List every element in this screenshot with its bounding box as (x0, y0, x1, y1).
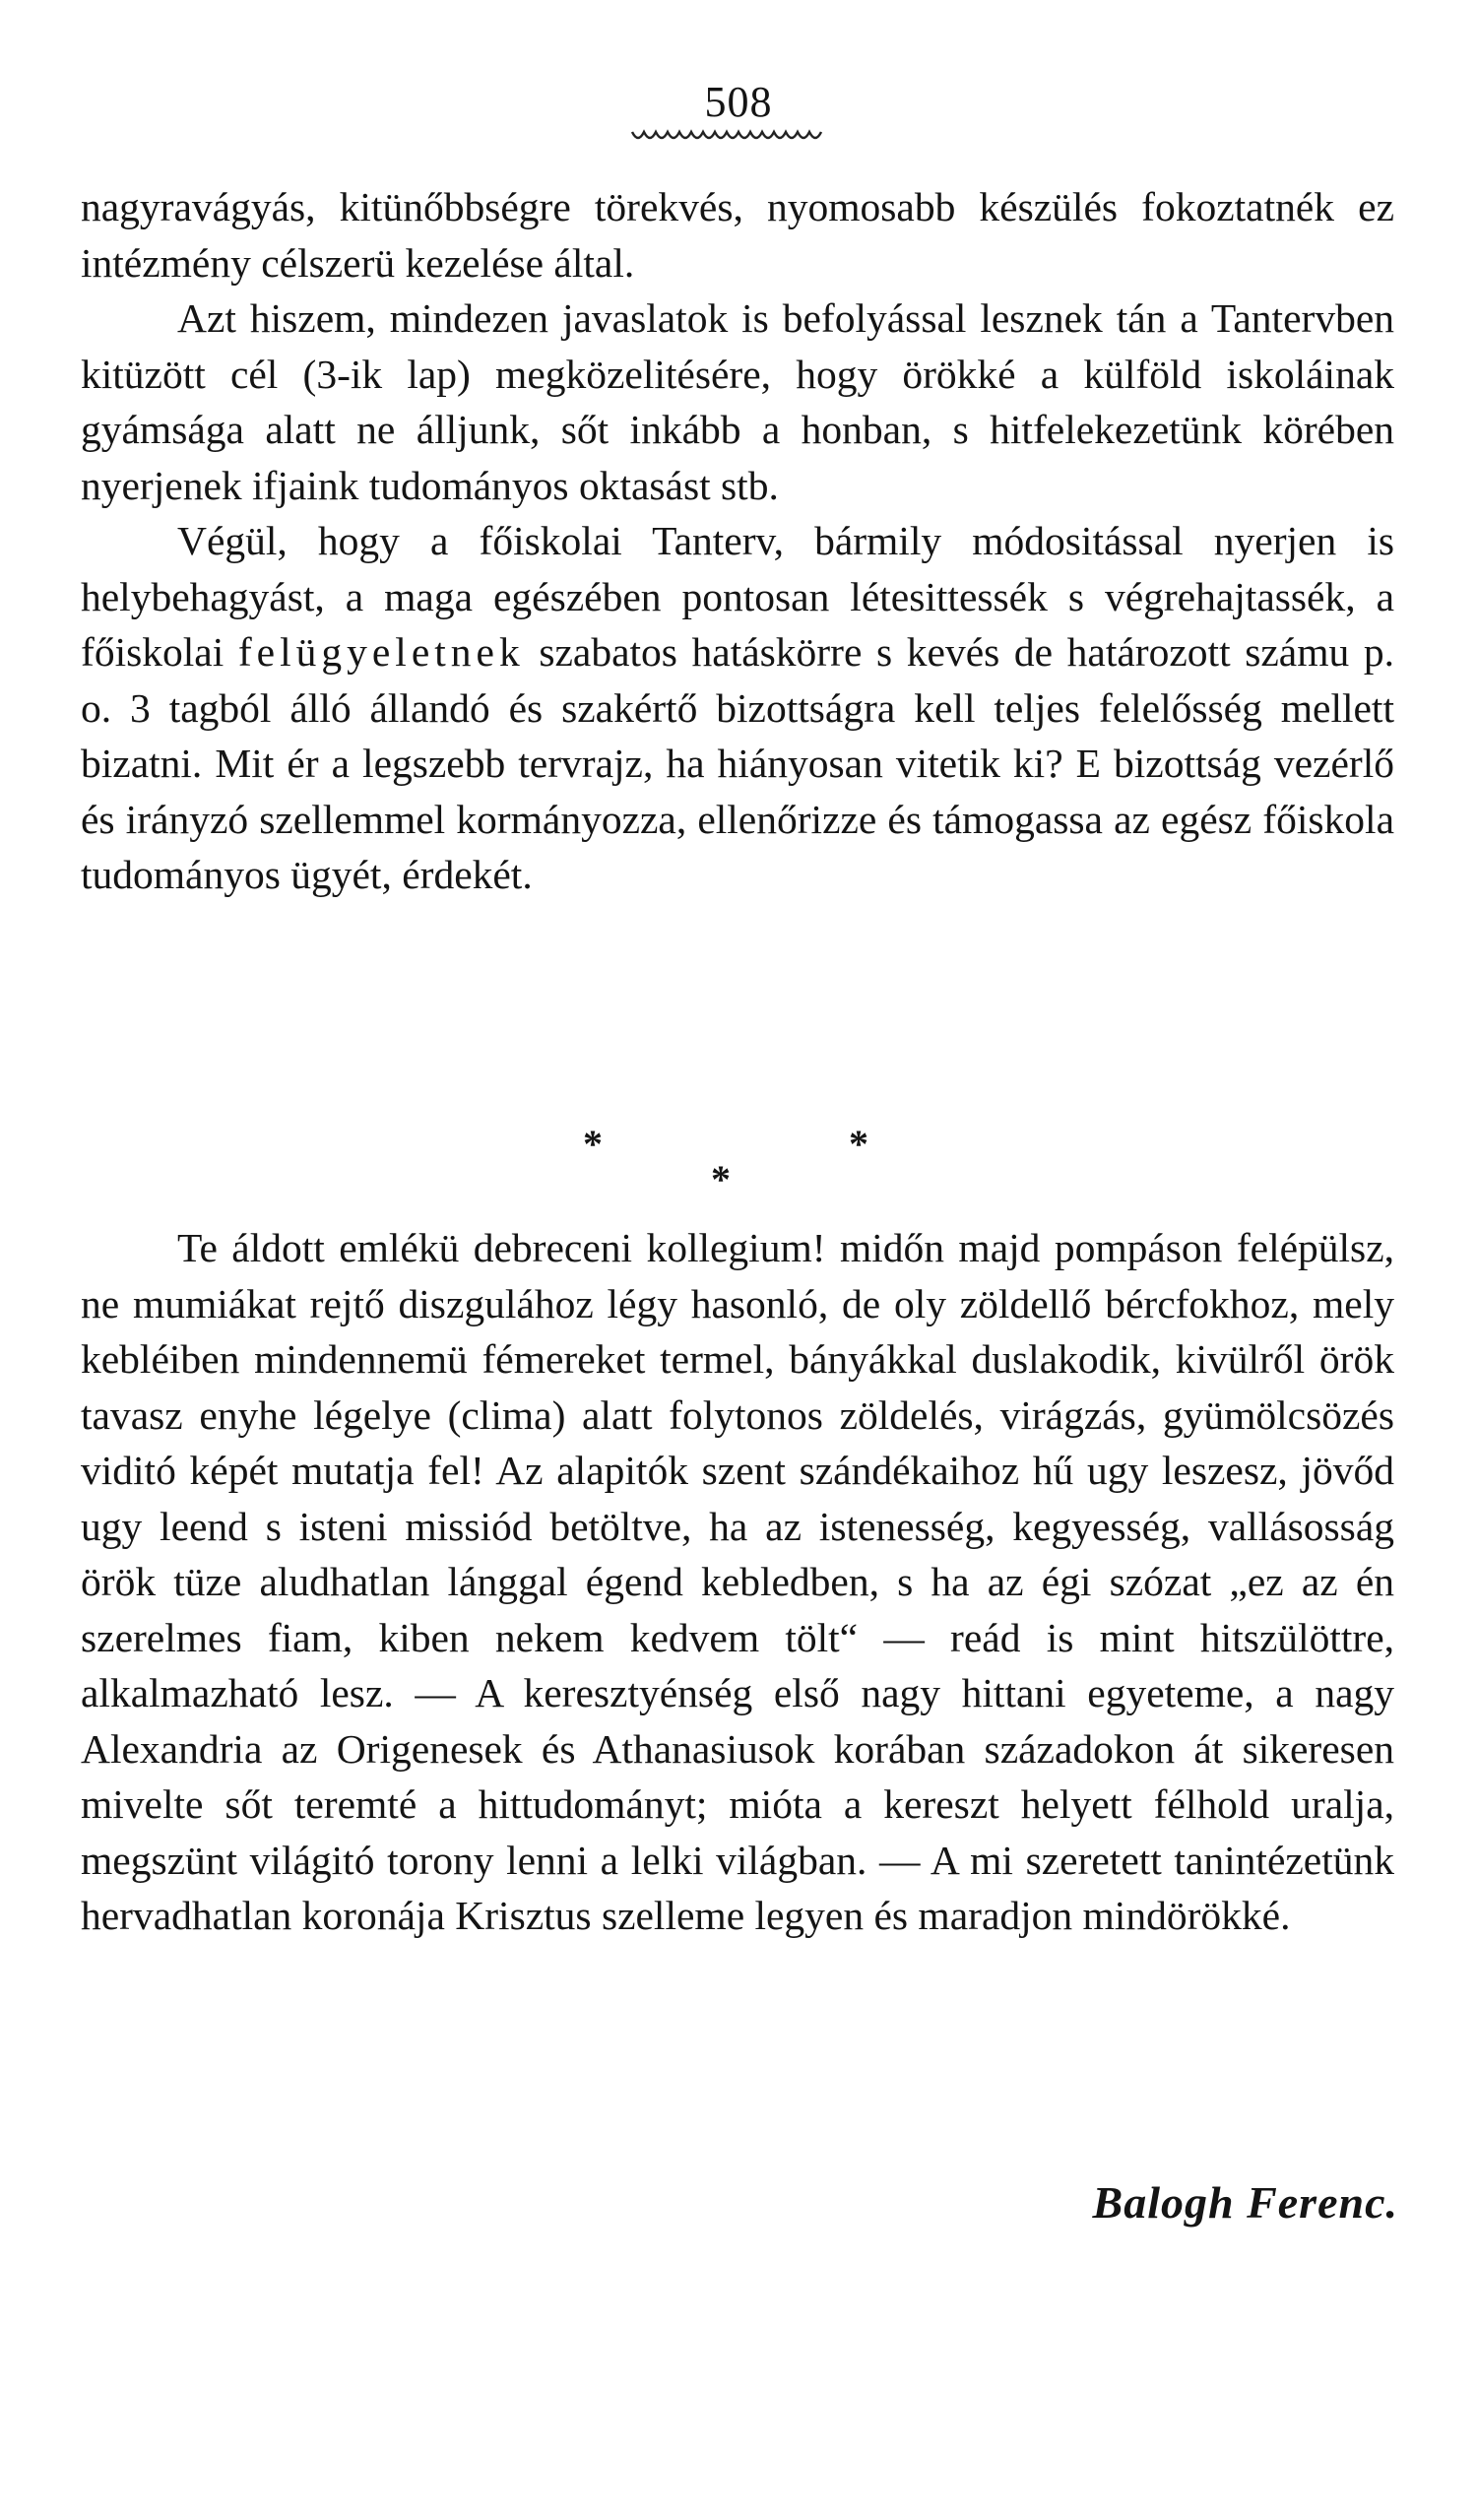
body-text-upper (81, 179, 1394, 903)
letterspaced-word: felügyeletnek (237, 629, 525, 675)
page-number: 508 (704, 78, 773, 126)
asterisk: * (711, 1157, 731, 1201)
decorative-wave-rule (630, 126, 827, 148)
body-text-lower (81, 1220, 1394, 1944)
paragraph-text: szabatos hatáskörre s kevés de határozott számu p. o. 3 tagból álló állandó és szakértő bizottságra kell teljes felelősség mellett bizatni. Mit ér a legszebb tervrajz, ha hiányosan vitetik ki? E bizottság vezérlő és irányzó szellemmel kormányozza, ellenőrizze és támogassa az egész főiskola tudományos ügyét, érdekét. (81, 629, 1394, 897)
asterisk: * (849, 1122, 868, 1166)
asterism-separator (551, 1121, 926, 1209)
paragraph-continuation: nagyravágyás, kitünőbbségre törekvés, nyomosabb készülés fokoztatnék ez intézmény célszerü kezelése által. (81, 184, 1394, 286)
asterisk: * (583, 1122, 603, 1166)
paragraph: Te áldott emlékü debreceni kollegium! midőn majd pompáson felépülsz, ne mumiákat rejtő diszgulához légy hasonló, de oly zöldellő bércfokhoz, mely kebléiben mindennemü fémereket termel, bányákkal duslakodik, kivülről örök tavasz enyhe légelye (clima) alatt folytonos zöldelés, virágzás, gyümölcsözés viditó képét mutatja fel! Az alapitók szent szándékaihoz hű ugy leszesz, jövőd ugy leend s isteni missiód betöltve, ha az istenesség, kegyesség, vallásosság örök tüze aludhatlan lánggal égend kebledben, s ha az égi szózat „ez az én szerelmes fiam, kiben nekem kedvem tölt“ — reád is mint hitszülöttre, alkalmazható lesz. — A keresztyénség első nagy hittani egyeteme, a nagy Alexandria az Origenesek és Athanasiusok korában századokon át sikeresen mivelte sőt teremté a hittudományt; mióta a kereszt helyett félhold uralja, megszünt világitó torony lenni a lelki világban. — A mi szeretett tanintézetünk hervadhatlan koronája Krisztus szelleme legyen és maradjon mindörökké. (81, 1225, 1394, 1938)
author-signature: Balogh Ferenc. (1092, 2177, 1398, 2228)
paragraph: Azt hiszem, mindezen javaslatok is befolyással lesznek tán a Tantervben kitüzött cél (3-ik lap) megközelitésére, hogy örökké a külföld iskoláinak gyámsága alatt ne álljunk, sőt inkább a honban, s hitfelekezetünk körében nyerjenek ifjaink tudományos oktasást stb. (81, 295, 1394, 508)
paragraph-text: Végül, hogy a főiskolai Tanterv, bármily módositással nyerjen is helybehagyást, a maga egészében pontosan létesittessék s végrehajtassék, a főiskolai (81, 518, 1394, 675)
paragraph (81, 513, 1394, 903)
